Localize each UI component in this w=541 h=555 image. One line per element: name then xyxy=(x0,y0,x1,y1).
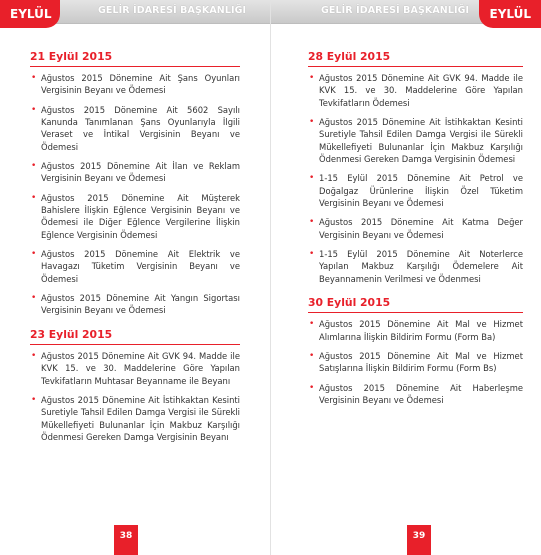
list-item-text: Ağustos 2015 Dönemine Ait Şans Oyunları Vergisinin Beyanı ve Ödemesi xyxy=(41,73,240,96)
right-header xyxy=(271,0,541,28)
right-page-number: 39 xyxy=(407,525,431,555)
list-item-text: 1-15 Eylül 2015 Dönemine Ait Noterlerce Yapılan Makbuz Karşılığı Ödemelere Ait Beyannamenin Verilmesi ve Ödenmesi xyxy=(319,249,523,284)
list-item xyxy=(30,394,240,444)
bullet-icon: • xyxy=(309,73,315,83)
list-item xyxy=(30,160,240,185)
list-item-text: Ağustos 2015 Dönemine Ait GVK 94. Madde ile KVK 15. ve 30. Maddelerine Göre Yapılan Tevkifatların Muhtasar Beyanname ile Beyanı xyxy=(41,350,240,386)
list-item xyxy=(308,248,523,285)
bullet-icon: • xyxy=(31,249,37,260)
list-item xyxy=(30,192,240,242)
left-page-number: 38 xyxy=(114,525,138,555)
bullet-icon: • xyxy=(309,350,315,361)
list-item-text: Ağustos 2015 Dönemine Ait Haberleşme Vergisinin Beyanı ve Ödemesi xyxy=(319,382,523,405)
bullet-icon: • xyxy=(309,117,315,128)
list-item xyxy=(30,248,240,285)
list-item-text: Ağustos 2015 Dönemine Ait Yangın Sigortası Vergisinin Beyanı ve Ödemesi xyxy=(41,293,240,316)
list-item-text: Ağustos 2015 Dönemine Ait İstihkaktan Kesinti Suretiyle Tahsil Edilen Damga Vergisi ile Sürekli Mükellefiyeti Bulunanlar İçin Makbuz Karşılığı Ödenmesi Gereken Damga Vergisinin Ödemesi xyxy=(319,117,523,165)
list-item xyxy=(30,350,240,387)
list-item-text: Ağustos 2015 Dönemine Ait İlan ve Reklam Vergisinin Beyanı ve Ödemesi xyxy=(41,161,240,184)
right-page xyxy=(271,0,541,555)
list-item-text: Ağustos 2015 Dönemine Ait Mal ve Hizmet Alımlarına İlişkin Bildirim Formu (Form Ba) xyxy=(319,319,523,342)
right-header-title: GELİR İDARESİ BAŞKANLIĞI xyxy=(321,5,470,16)
list-item xyxy=(308,116,523,166)
date-heading: 23 Eylül 2015 xyxy=(30,328,240,345)
left-page xyxy=(0,0,270,555)
bullet-icon: • xyxy=(309,382,315,393)
list-item-text: Ağustos 2015 Dönemine Ait Müşterek Bahislere İlişkin Eğlence Vergisinin Beyanı ve Ödemesi ile Diğer Eğlence Vergilerine İlişkin Eğlence Vergisinin Ödemesi xyxy=(41,192,240,240)
left-content xyxy=(30,50,240,455)
deadline-list xyxy=(308,318,523,406)
bullet-icon: • xyxy=(31,350,37,361)
list-item-text: Ağustos 2015 Dönemine Ait İstihkaktan Kesinti Suretiyle Tahsil Edilen Damga Vergisi ile Sürekli Mükellefiyeti Bulunanlar İçin Makbuz Karşılığı Ödenmesi Gereken Damga Vergisinin Beyanı xyxy=(41,394,240,443)
date-heading: 28 Eylül 2015 xyxy=(308,50,523,67)
bullet-icon: • xyxy=(31,293,37,304)
bullet-icon: • xyxy=(309,249,315,260)
bullet-icon: • xyxy=(309,217,315,228)
left-header-title: GELİR İDARESİ BAŞKANLIĞI xyxy=(98,5,247,16)
list-item-text: Ağustos 2015 Dönemine Ait Katma Değer Vergisinin Beyanı ve Ödemesi xyxy=(319,217,523,240)
list-item xyxy=(30,104,240,154)
bullet-icon: • xyxy=(309,173,315,184)
deadline-list xyxy=(308,72,523,285)
list-item-text: Ağustos 2015 Dönemine Ait GVK 94. Madde ile KVK 15. ve 30. Maddelerine Göre Yapılan Tevkifatların Ödemesi xyxy=(319,73,523,108)
date-section xyxy=(308,296,523,406)
list-item xyxy=(308,318,523,343)
deadline-list xyxy=(30,350,240,444)
list-item xyxy=(308,216,523,241)
list-item xyxy=(308,350,523,375)
bullet-icon: • xyxy=(31,192,37,203)
right-month-tab: EYLÜL xyxy=(479,0,541,28)
date-section xyxy=(30,50,240,317)
bullet-icon: • xyxy=(31,161,37,172)
left-header xyxy=(0,0,270,28)
list-item xyxy=(30,72,240,97)
list-item-text: Ağustos 2015 Dönemine Ait 5602 Sayılı Kanunda Tanımlanan Şans Oyunlarıyla İlgili Veraset ve İntikal Vergisinin Beyanı ve Ödemesi xyxy=(41,104,240,152)
bullet-icon: • xyxy=(309,319,315,330)
list-item-text: 1-15 Eylül 2015 Dönemine Ait Petrol ve Doğalgaz Ürünlerine İlişkin Özel Tüketim Vergisinin Beyanı ve Ödemesi xyxy=(319,173,523,209)
bullet-icon: • xyxy=(31,104,37,115)
list-item-text: Ağustos 2015 Dönemine Ait Mal ve Hizmet Satışlarına İlişkin Bildirim Formu (Form Bs) xyxy=(319,350,523,374)
list-item xyxy=(308,382,523,407)
date-heading: 30 Eylül 2015 xyxy=(308,296,523,313)
list-item xyxy=(30,292,240,317)
list-item-text: Ağustos 2015 Dönemine Ait Elektrik ve Havagazı Tüketim Vergisinin Beyanı ve Ödemesi xyxy=(41,249,240,284)
left-month-tab: EYLÜL xyxy=(0,0,60,28)
bullet-icon: • xyxy=(31,394,37,405)
date-heading: 21 Eylül 2015 xyxy=(30,50,240,67)
list-item xyxy=(308,172,523,209)
date-section xyxy=(30,328,240,444)
deadline-list xyxy=(30,72,240,317)
list-item xyxy=(308,72,523,109)
bullet-icon: • xyxy=(31,73,37,83)
right-content xyxy=(308,50,523,417)
date-section xyxy=(308,50,523,285)
